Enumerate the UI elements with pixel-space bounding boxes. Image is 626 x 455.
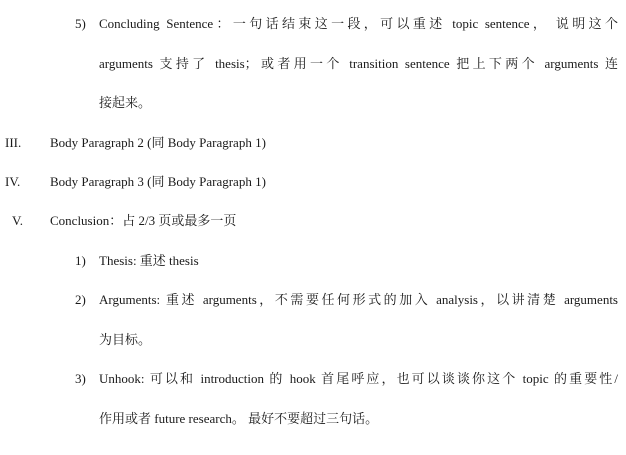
concluding-line-2: arguments 支持了 thesis；或者用一个 transition sentence 把上下两个 arguments 连 <box>99 56 618 71</box>
section-numeral-v: V. <box>12 213 23 228</box>
conclusion-item-2-number: 2) <box>75 292 86 307</box>
conclusion-item-3-line-1: Unhook: 可以和 introduction 的 hook 首尾呼应，也可以谈谈你这个 topic 的重要性/ <box>99 371 618 386</box>
conclusion-item-2-line-2: 为目标。 <box>99 332 152 347</box>
section-heading-conclusion: Conclusion：占 2/3 页或最多一页 <box>50 213 237 228</box>
conclusion-item-1-line-1: Thesis: 重述 thesis <box>99 253 199 268</box>
section-numeral-iii: III. <box>5 135 22 150</box>
section-heading-body-2: Body Paragraph 2 (同 Body Paragraph 1) <box>50 135 266 150</box>
concluding-number: 5) <box>75 16 86 31</box>
conclusion-item-2-line-1: Arguments: 重述 arguments，不需要任何形式的加入 analysis，以讲清楚 arguments <box>99 292 618 307</box>
conclusion-item-3-number: 3) <box>75 371 86 386</box>
concluding-line-1: Concluding Sentence：一句话结束这一段，可以重述 topic sentence， 说明这个 <box>99 16 618 31</box>
section-heading-body-3: Body Paragraph 3 (同 Body Paragraph 1) <box>50 174 266 189</box>
conclusion-item-1-number: 1) <box>75 253 86 268</box>
section-numeral-iv: IV. <box>5 174 21 189</box>
concluding-line-3: 接起来。 <box>99 95 152 110</box>
conclusion-item-3-line-2: 作用或者 future research。 最好不要超过三句话。 <box>99 411 379 426</box>
